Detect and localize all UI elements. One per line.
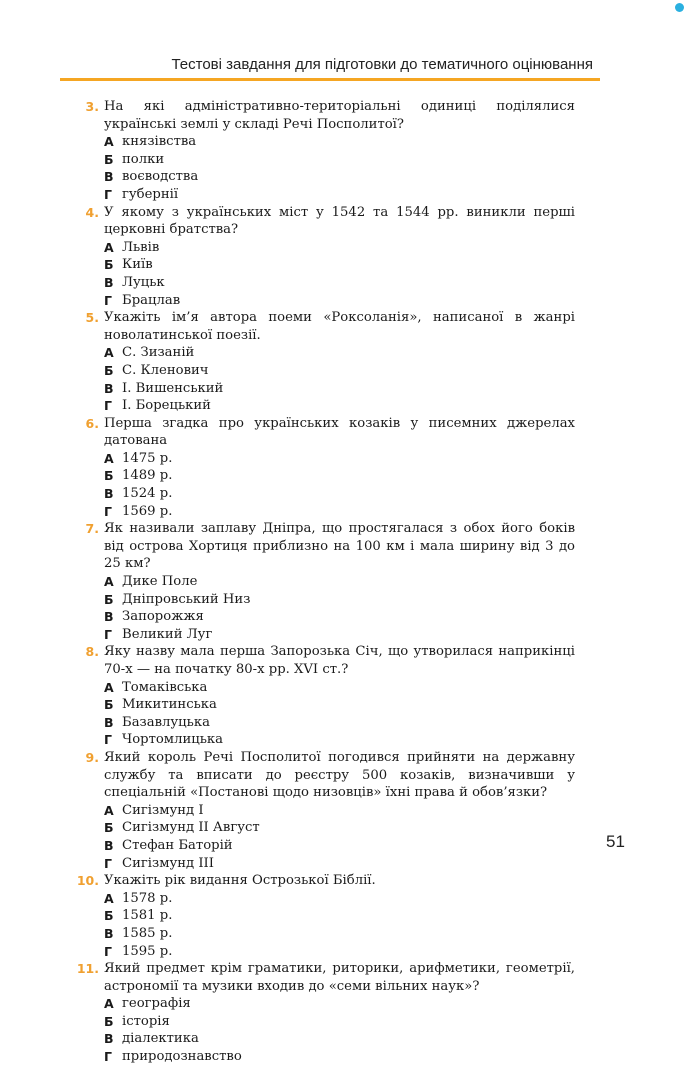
option-text: Чортомлицька xyxy=(122,732,223,748)
option-letter: В xyxy=(104,486,114,502)
option-text: С. Зизаній xyxy=(122,345,195,361)
question-6 xyxy=(75,415,575,521)
question-10 xyxy=(75,872,575,960)
option-letter: Г xyxy=(104,398,112,414)
option xyxy=(104,151,359,169)
option xyxy=(104,925,359,943)
option-text: С. Кленович xyxy=(122,362,209,378)
corner-logo-dot xyxy=(675,3,684,12)
option-letter: Б xyxy=(104,151,114,167)
option-letter: А xyxy=(104,574,114,590)
option-text: Брацлав xyxy=(122,292,181,308)
option-letter: В xyxy=(104,714,114,730)
question-number: 6. xyxy=(85,415,99,431)
option-letter: В xyxy=(104,274,114,290)
option-letter: А xyxy=(104,679,114,695)
option-letter: А xyxy=(104,134,114,150)
option-letter: Г xyxy=(104,292,112,308)
question-number: 10. xyxy=(76,873,99,889)
question-number: 7. xyxy=(85,521,99,537)
question-5 xyxy=(75,309,575,415)
option-letter: А xyxy=(104,996,114,1012)
option-letter: В xyxy=(104,380,114,396)
option-letter: А xyxy=(104,239,114,255)
question-text: Як називали заплаву Дніпра, що простягалася з обох його боків від острова Хортиця приблизно на 100 км і мала ширину від 3 до 25 км? xyxy=(104,521,575,572)
option-letter: Б xyxy=(104,1013,114,1029)
option xyxy=(104,256,359,274)
option xyxy=(104,626,575,644)
option xyxy=(104,292,359,310)
option xyxy=(104,890,359,908)
option-text: історія xyxy=(122,1013,170,1029)
question-number: 5. xyxy=(85,310,99,326)
option xyxy=(104,485,359,503)
option xyxy=(104,819,575,837)
option xyxy=(104,186,359,204)
option-text: Київ xyxy=(122,257,153,273)
question-4 xyxy=(75,204,575,310)
question-text: Укажіть рік видання Острозької Біблії. xyxy=(104,873,376,889)
question-number: 9. xyxy=(85,749,99,765)
option-letter: Г xyxy=(104,186,112,202)
option-text: географія xyxy=(122,996,191,1012)
option xyxy=(104,450,359,468)
option xyxy=(104,168,359,186)
option xyxy=(104,344,359,362)
option xyxy=(104,731,359,749)
page-header: Тестові завдання для підготовки до тематичного оцінювання xyxy=(171,56,593,73)
option-text: Томаківська xyxy=(122,679,208,695)
option-letter: В xyxy=(104,169,114,185)
option-text: Великий Луг xyxy=(122,626,213,642)
option xyxy=(104,380,359,398)
option-text: І. Борецький xyxy=(122,398,211,414)
option xyxy=(104,995,359,1013)
question-text: У якому з українських міст у 1542 та 1544 рр. виникли перші церковні братства? xyxy=(104,204,575,238)
question-number: 8. xyxy=(85,644,99,660)
option-letter: Б xyxy=(104,257,114,273)
option-letter: А xyxy=(104,345,114,361)
option-text: 1489 р. xyxy=(122,468,173,484)
question-number: 11. xyxy=(76,961,99,977)
option-text: природознавство xyxy=(122,1049,242,1065)
question-list xyxy=(75,98,575,1066)
option xyxy=(104,855,575,873)
option-letter: Г xyxy=(104,732,112,748)
question-11 xyxy=(75,960,575,1066)
question-text: Перша згадка про українських козаків у писемних джерелах датована xyxy=(104,415,575,449)
question-text: На які адміністративно-територіальні одиниці поділялися українські землі у складі Речі Посполитої? xyxy=(104,99,575,132)
option-letter: Г xyxy=(104,626,112,642)
option-text: Микитинська xyxy=(122,697,217,713)
option-text: І. Вишенський xyxy=(122,380,224,396)
question-text: Який король Речі Посполитої погодився прийняти на державну службу та вписати до реєстру 500 козаків, визначивши у спеціальній «Постанові щодо низовців» їхні права й обов’язки? xyxy=(104,749,575,801)
option-letter: Б xyxy=(104,591,114,607)
option xyxy=(104,133,359,151)
option-letter: Б xyxy=(104,697,114,713)
option-text: 1595 р. xyxy=(122,943,173,959)
option-text: 1585 р. xyxy=(122,925,173,941)
option xyxy=(104,467,359,485)
option xyxy=(104,802,575,820)
option xyxy=(104,943,359,961)
page-number: 51 xyxy=(606,832,625,851)
option-letter: В xyxy=(104,925,114,941)
option-text: воєводства xyxy=(122,169,199,185)
option xyxy=(104,503,359,521)
question-text: Яку назву мала перша Запорозька Січ, що утворилася наприкінці 70-х — на початку 80-х рр. XVI ст.? xyxy=(104,644,575,677)
option xyxy=(104,274,359,292)
option-letter: А xyxy=(104,890,114,906)
option-text: 1578 р. xyxy=(122,890,173,906)
option-text: князівства xyxy=(122,134,197,150)
option-letter: В xyxy=(104,1031,114,1047)
option xyxy=(104,1030,359,1048)
option-text: 1524 р. xyxy=(122,486,173,502)
option-text: діалектика xyxy=(122,1031,199,1047)
option-text: 1581 р. xyxy=(122,908,173,924)
option-text: 1569 р. xyxy=(122,503,173,519)
option-letter: Б xyxy=(104,468,114,484)
header-rule xyxy=(60,78,600,81)
option xyxy=(104,1048,359,1066)
option-letter: Б xyxy=(104,908,114,924)
option xyxy=(104,679,359,697)
option xyxy=(104,397,359,415)
option-text: Запорожжя xyxy=(122,609,204,625)
option-text: Дніпровський Низ xyxy=(122,591,251,607)
option-text: Сигізмунд I xyxy=(122,802,204,818)
option-letter: Г xyxy=(104,503,112,519)
option-text: 1475 р. xyxy=(122,450,173,466)
option-letter: А xyxy=(104,802,114,818)
question-number: 4. xyxy=(85,204,99,220)
option xyxy=(104,714,359,732)
option-text: Львів xyxy=(122,239,160,255)
option xyxy=(104,837,575,855)
question-text: Укажіть ім’я автора поеми «Роксоланія», написаної в жанрі новолатинської поезії. xyxy=(104,310,575,343)
option-letter: В xyxy=(104,609,114,625)
option xyxy=(104,362,359,380)
question-number: 3. xyxy=(85,99,99,114)
option xyxy=(104,907,359,925)
option xyxy=(104,591,575,609)
option-letter: Б xyxy=(104,362,114,378)
option xyxy=(104,573,575,591)
option xyxy=(104,696,359,714)
option-letter: А xyxy=(104,450,114,466)
option-letter: В xyxy=(104,837,114,853)
option-text: Дике Поле xyxy=(122,574,198,590)
question-8 xyxy=(75,643,575,749)
option-text: Базавлуцька xyxy=(122,714,210,730)
question-3 xyxy=(75,98,575,204)
option-text: Стефан Баторій xyxy=(122,837,233,853)
option-text: Сигізмунд III xyxy=(122,855,214,871)
question-7 xyxy=(75,520,575,643)
option xyxy=(104,608,575,626)
option xyxy=(104,1013,359,1031)
option-text: губернії xyxy=(122,186,179,202)
option-text: Луцьк xyxy=(122,274,165,290)
option xyxy=(104,239,359,257)
option-text: Сигізмунд II Август xyxy=(122,820,260,836)
question-9 xyxy=(75,749,575,872)
option-letter: Г xyxy=(104,1049,112,1065)
option-letter: Г xyxy=(104,943,112,959)
option-letter: Б xyxy=(104,820,114,836)
option-letter: Г xyxy=(104,855,112,871)
option-text: полки xyxy=(122,151,165,167)
question-text: Який предмет крім граматики, риторики, арифметики, геометрії, астрономії та музики входив до «семи вільних наук»? xyxy=(104,961,575,994)
